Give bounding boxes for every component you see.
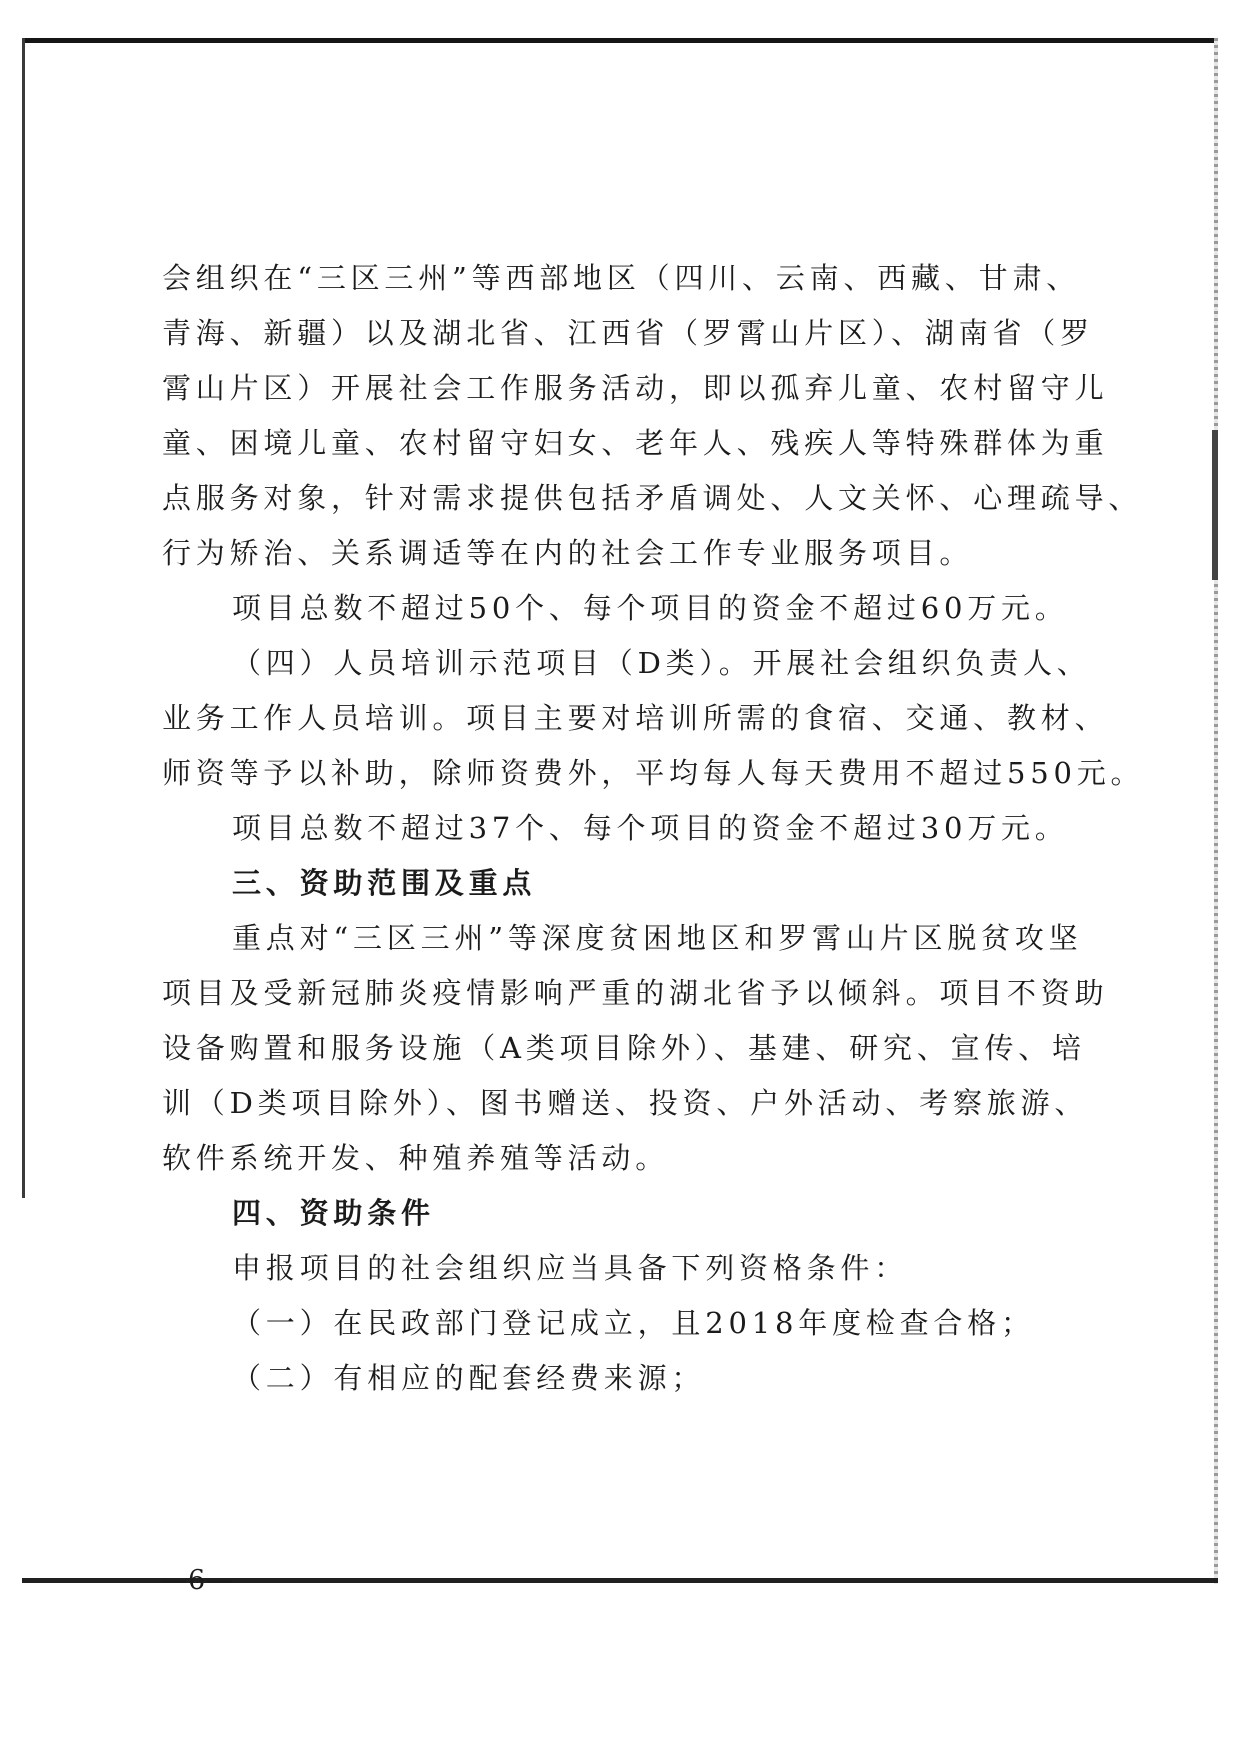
body-line: 霄山片区）开展社会工作服务活动，即以孤弃儿童、农村留守儿 — [162, 371, 1109, 405]
body-line: 软件系统开发、种殖养殖等活动。 — [162, 1141, 670, 1175]
body-line: 项目总数不超过37个、每个项目的资金不超过30万元。 — [232, 811, 1069, 845]
section-heading: 四、资助条件 — [232, 1196, 435, 1230]
body-line: 训（D类项目除外）、图书赠送、投资、户外活动、考察旅游、 — [162, 1086, 1089, 1120]
body-line: 点服务对象，针对需求提供包括矛盾调处、人文关怀、心理疏导、 — [162, 481, 1143, 515]
body-line: 行为矫治、关系调适等在内的社会工作专业服务项目。 — [162, 536, 974, 570]
body-line: （四）人员培训示范项目（D类）。开展社会组织负责人、 — [232, 646, 1091, 680]
body-line: 业务工作人员培训。项目主要对培训所需的食宿、交通、教材、 — [162, 701, 1109, 735]
body-line: 青海、新疆）以及湖北省、江西省（罗霄山片区）、湖南省（罗 — [162, 316, 1094, 350]
section-heading: 三、资助范围及重点 — [232, 866, 537, 900]
body-line: 设备购置和服务设施（A类项目除外）、基建、研究、宣传、培 — [162, 1031, 1086, 1065]
body-line: （一）在民政部门登记成立，且2018年度检查合格； — [232, 1306, 1035, 1340]
body-line: （二）有相应的配套经费来源； — [232, 1361, 706, 1395]
body-line: 重点对“三区三州”等深度贫困地区和罗霄山片区脱贫攻坚 — [232, 921, 1083, 955]
body-line: 项目及受新冠肺炎疫情影响严重的湖北省予以倾斜。项目不资助 — [162, 976, 1109, 1010]
body-line: 会组织在“三区三州”等西部地区（四川、云南、西藏、甘肃、 — [162, 261, 1081, 295]
body-line: 申报项目的社会组织应当具备下列资格条件： — [232, 1251, 909, 1285]
body-line: 项目总数不超过50个、每个项目的资金不超过60万元。 — [232, 591, 1069, 625]
page-number: —6— — [160, 1565, 235, 1596]
body-line: 童、困境儿童、农村留守妇女、老年人、残疾人等特殊群体为重 — [162, 426, 1109, 460]
body-line: 师资等予以补助，除师资费外，平均每人每天费用不超过550元。 — [162, 756, 1145, 790]
